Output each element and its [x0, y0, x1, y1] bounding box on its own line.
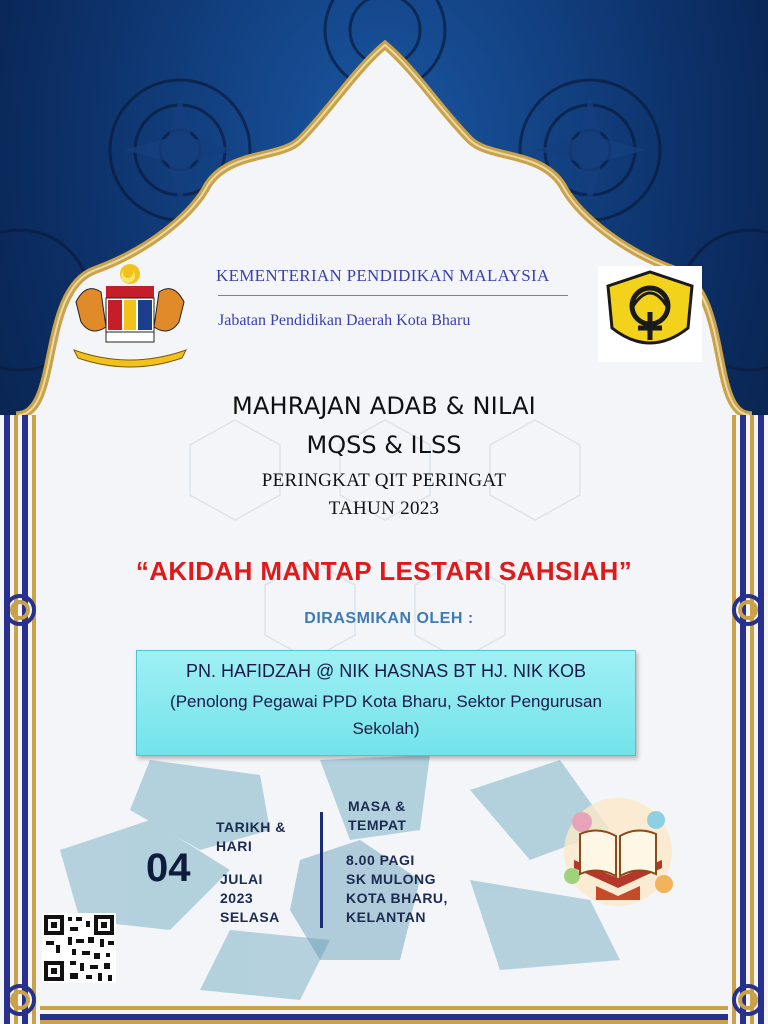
- officiator-box: [136, 650, 636, 756]
- quran-book-icon: [552, 790, 684, 920]
- date-year: 2023: [220, 890, 254, 906]
- venue-place-line2: KOTA BHARU,: [346, 890, 448, 906]
- date-weekday: SELASA: [220, 909, 280, 925]
- event-level: PERINGKAT QIT PERINGAT: [261, 470, 507, 491]
- malaysia-coat-of-arms-icon: [66, 262, 194, 370]
- date-label-line2: HARI: [216, 838, 253, 854]
- venue-label-line2: TEMPAT: [348, 817, 407, 833]
- header-divider: [218, 295, 568, 296]
- date-details: [220, 870, 320, 927]
- venue-time: 8.00 PAGI: [346, 852, 415, 868]
- officiator-position: (Penolong Pegawai PPD Kota Bharu, Sektor Pengurusan Sekolah): [170, 692, 602, 738]
- event-title-line1: MAHRAJAN ADAB & NILAI: [232, 392, 536, 420]
- venue-label-line1: MASA &: [348, 798, 406, 814]
- qr-code-icon: [42, 913, 116, 983]
- event-theme: “AKIDAH MANTAP LESTARI SAHSIAH”: [135, 556, 633, 586]
- department-name: Jabatan Pendidikan Daerah Kota Bharu: [218, 312, 471, 329]
- school-emblem-icon: [598, 266, 702, 362]
- officiated-by-label: DIRASMIKAN OLEH :: [304, 610, 474, 627]
- venue-place-line3: KELANTAN: [346, 909, 426, 925]
- event-year: TAHUN 2023: [328, 498, 440, 519]
- date-month: JULAI: [220, 871, 263, 887]
- date-label: [216, 818, 316, 856]
- ministry-name: KEMENTERIAN PENDIDIKAN MALAYSIA: [216, 266, 550, 285]
- officiator-name: PN. HAFIDZAH @ NIK HASNAS BT HJ. NIK KOB: [185, 661, 586, 681]
- venue-label: [348, 797, 448, 835]
- venue-place-line1: SK MULONG: [346, 871, 437, 887]
- venue-details: [346, 851, 466, 927]
- date-venue-divider: [320, 812, 323, 928]
- date-label-line1: TARIKH &: [216, 819, 286, 835]
- event-title-line2: MQSS & ILSS: [306, 431, 462, 459]
- day-number: 04: [146, 846, 191, 890]
